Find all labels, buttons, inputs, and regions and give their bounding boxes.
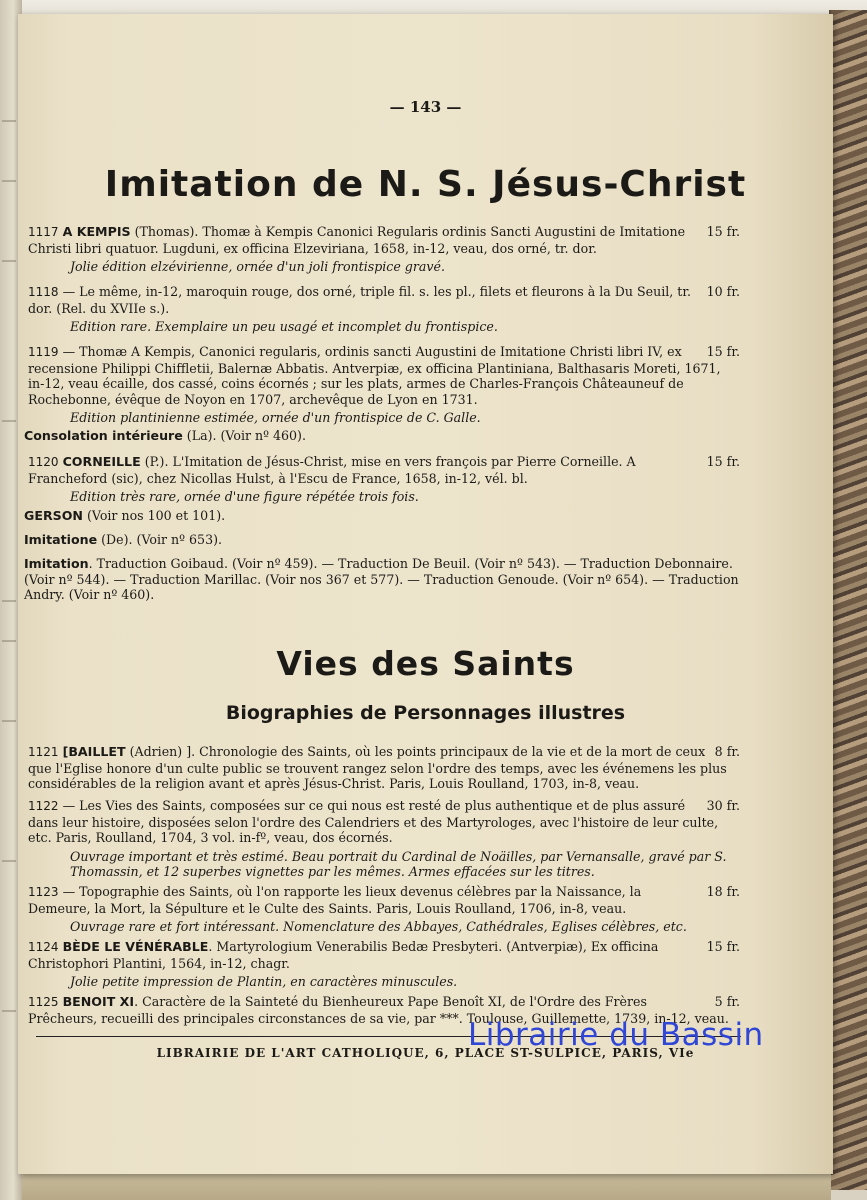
entry-price: 30 fr. [706,798,740,813]
entry-note: Jolie édition elzévirienne, ornée d'un joli frontispice gravé. [70,259,445,274]
entry-price: 15 fr. [706,939,740,954]
entry-note: Ouvrage important et très estimé. Beau portrait du Cardinal de Noäilles, par Vernansalle, gravé par S. Thomassin, et 12 superbes vignettes par les mêmes. Armes effacées sur les titres. [70,848,727,879]
entry-price: 8 fr. [714,744,740,759]
reference-heading: Imitatione [24,532,98,547]
entry-author: A KEMPIS [62,224,131,239]
entry-text: . Caractère de la Sainteté du Bienheureux Pape Benoît XI, de l'Ordre des Frères Prêcheurs, recueilli des principales circonstances de sa vie, par ***. Toulouse, Guillemette, 1739, in-12, veau. [28,994,729,1026]
reference-text: (Voir nos 100 et 101). [82,508,226,523]
entry-number: 1125 [28,995,59,1009]
marbled-cover-edge [829,10,867,1190]
catalogue-entry [28,884,740,935]
page-number: — 143 — [389,98,462,116]
entry-number: 1122 [28,799,59,813]
entry-note: Edition rare. Exemplaire un peu usagé et incomplet du frontispice. [70,319,498,334]
entry-number: 1117 [28,225,59,239]
entry-price: 15 fr. [706,344,740,359]
entry-number: 1124 [28,940,59,954]
entry-text: — Thomæ A Kempis, Canonici regularis, ordinis sancti Augustini de Imitatione Christi libri IV, ex recensione Philippi Chiffletii, Balernæ Abbatis. Antverpiæ, ex officina Plantiniana, Balthasaris Moreti, 1671, in-12, veau écaille, dos cassé, coins écornés ; sur les plats, armes de Charles-François Châteauneuf de Rochebonne, évêque de Noyon en 1707, archevêque de Lyon en 1731. [28,344,721,407]
entry-text: (Thomas). Thomæ à Kempis Canonici Regularis ordinis Sancti Augustini de Imitatione Christi libri quatuor. Lugduni, ex officina Elzeviriana, 1658, in-12, veau, dos orné, tr. dor. [28,224,686,256]
catalogue-page [18,14,833,1174]
entry-note: Jolie petite impression de Plantin, en caractères minuscules. [70,974,458,989]
section-subtitle: Biographies de Personnages illustres [225,702,626,724]
reference-text: (La). (Voir nº 460). [182,428,306,443]
entry-price: 5 fr. [714,994,740,1009]
entry-author: BÈDE LE VÉNÉRABLE [62,939,209,954]
watermark-logo: Librairie du Bassin [468,1017,764,1053]
entry-author: [BAILLET [62,744,126,759]
entry-note: Edition plantinienne estimée, ornée d'un frontispice de C. Galle. [70,410,481,425]
entry-price: 15 fr. [706,454,740,469]
entry-author: BENOIT XI [62,994,135,1009]
catalogue-entry [28,744,740,792]
entry-price: 10 fr. [706,284,740,299]
section-title: Imitation de N. S. Jésus-Christ [104,164,747,205]
entry-number: 1118 [28,285,59,299]
catalogue-entry [28,454,740,505]
entry-number: 1119 [28,345,59,359]
reference-text: . Traduction Goibaud. (Voir nº 459). — Traduction De Beuil. (Voir nº 543). — Traduction Debonnaire. (Voir nº 544). — Traduction Marillac. (Voir nos 367 et 577). — Traduction Genoude. (Voir nº 654). — Traduction Andry. (Voir nº 460). [24,556,739,602]
entry-note: Edition très rare, ornée d'une figure répétée trois fois. [70,489,419,504]
entry-text: — Les Vies des Saints, composées sur ce qui nous est resté de plus authentique et de plus assuré dans leur histoire, disposées selon l'ordre des Calendriers et des Martyrologes, avec l'histoire de leur culte, etc. Paris, Roulland, 1704, 3 vol. in-fº, veau, dos écornés. [28,798,719,845]
entry-text: — Le même, in-12, maroquin rouge, dos orné, triple fil. s. les pl., filets et fleurons à la Du Seuil, tr. dor. (Rel. du XVIIe s.). [28,284,691,316]
cross-reference [24,532,742,548]
cross-reference [24,556,742,603]
catalogue-entry [28,939,740,990]
section-title-2: Vies des Saints [276,644,575,683]
reference-heading: Imitation [24,556,89,571]
entry-text: (Adrien) ]. Chronologie des Saints, où les points principaux de la vie et de la mort de ceux que l'Eglise honore d'un culte public se trouvent rangez selon l'ordre des temps, avec les événemens les plus considérables de la religion avant et après Jésus-Christ. Paris, Louis Roulland, 1703, in-8, veau. [28,744,727,791]
cross-reference [24,508,742,524]
reference-heading: GERSON [24,508,83,523]
cross-reference [24,428,742,444]
catalogue-entry [28,798,740,880]
entry-number: 1120 [28,455,59,469]
catalogue-entry [28,284,740,335]
catalogue-entry [28,224,740,275]
entry-note: Ouvrage rare et fort intéressant. Nomenclature des Abbayes, Cathédrales, Eglises célèbres, etc. [70,919,687,934]
entry-text: (P.). L'Imitation de Jésus-Christ, mise en vers françois par Pierre Corneille. A Francheford (sic), chez Nicollas Hulst, à l'Escu de France, 1658, in-12, vél. bl. [28,454,636,486]
catalogue-entry [28,344,740,426]
entry-number: 1123 [28,885,59,899]
entry-price: 15 fr. [706,224,740,239]
entry-text: . Martyrologium Venerabilis Bedæ Presbyteri. (Antverpiæ), Ex officina Christophori Plantini, 1564, in-12, chagr. [28,939,659,971]
reference-heading: Consolation intérieure [24,428,183,443]
reference-text: (De). (Voir nº 653). [97,532,223,547]
entry-price: 18 fr. [706,884,740,899]
publisher-footer: LIBRAIRIE DE L'ART CATHOLIQUE, 6, PLACE ST-SULPICE, PARIS, VIe [156,1046,695,1060]
entry-number: 1121 [28,745,59,759]
entry-author: CORNEILLE [62,454,141,469]
entry-text: — Topographie des Saints, où l'on rapporte les lieux devenus célèbres par la Naissance, la Demeure, la Mort, la Sépulture et le Culte des Saints. Paris, Louis Roulland, 1706, in-8, veau. [28,884,642,916]
